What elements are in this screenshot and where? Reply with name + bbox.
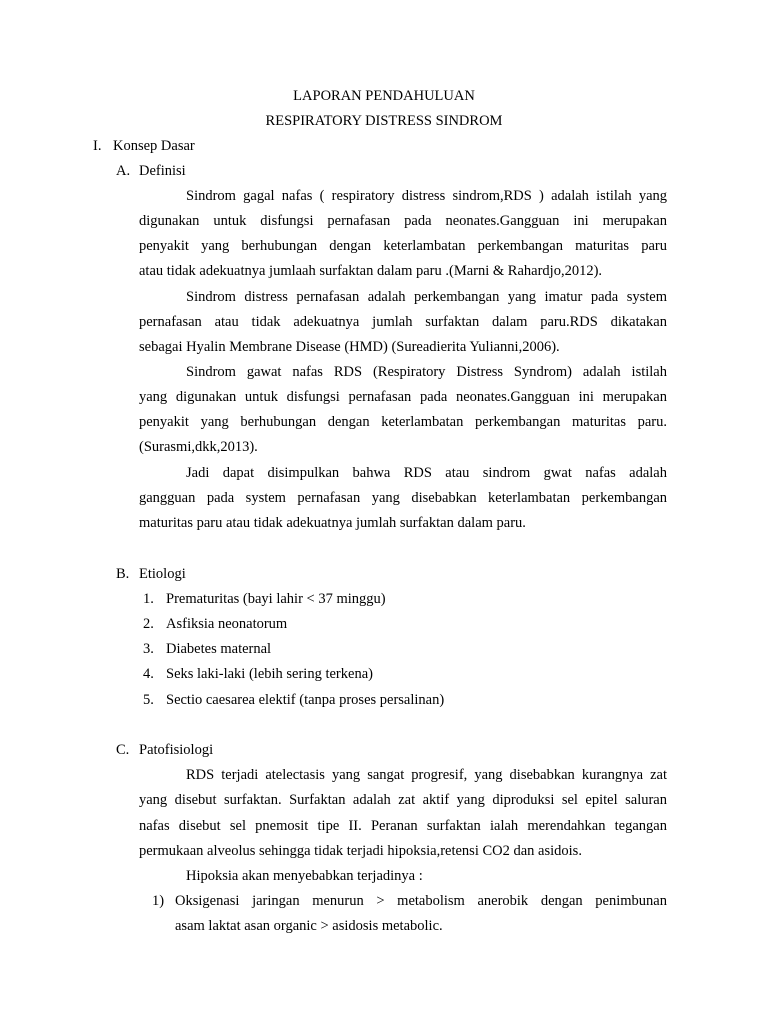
patofisiologi-p1-line-4: permukaan alveolus sehingga tidak terjadi hipoksia,retensi CO2 dan asidois. (139, 843, 582, 859)
patofisiologi-p1-line-2: yang disebut surfaktan. Surfaktan adalah zat aktif yang diproduksi sel epitel saluran (139, 792, 667, 808)
etiologi-item-text: Prematuritas (bayi lahir < 37 minggu) (166, 591, 386, 607)
definisi-p3-line-4: (Surasmi,dkk,2013). (139, 439, 258, 455)
subsection-letter-c: C. (116, 742, 130, 758)
definisi-p2-line-2: pernafasan atau tidak adekuatnya jumlah surfaktan dalam paru.RDS dikatakan (139, 314, 667, 330)
definisi-p4-line-1: Jadi dapat disimpulkan bahwa RDS atau sindrom gwat nafas adalah (186, 465, 667, 481)
etiologi-item-number: 1. (143, 591, 154, 607)
etiologi-item-text: Diabetes maternal (166, 641, 272, 657)
patofisiologi-list-line-1: Oksigenasi jaringan menurun > metabolism anerobik dengan penimbunan (175, 893, 667, 909)
etiologi-item-text: Sectio caesarea elektif (tanpa proses persalinan) (166, 692, 445, 708)
patofisiologi-p1-line-3: nafas disebut sel pnemosit tipe II. Peranan surfaktan ialah merendahkan tegangan (139, 818, 667, 834)
etiologi-item-text: Asfiksia neonatorum (166, 616, 288, 632)
patofisiologi-list-number: 1) (152, 893, 165, 909)
patofisiologi-p2: Hipoksia akan menyebabkan terjadinya : (186, 868, 423, 884)
definisi-p3-line-3: penyakit yang berhubungan dengan keterlambatan perkembangan maturitas paru. (139, 414, 667, 430)
definisi-p3-line-2: yang digunakan untuk disfungsi pernafasan pada neonates.Gangguan ini merupakan (139, 389, 667, 405)
definisi-p2-line-3: sebagai Hyalin Membrane Disease (HMD) (Sureadierita Yulianni,2006). (139, 339, 560, 355)
subsection-letter-b: B. (116, 566, 130, 582)
definisi-p1-line-4: atau tidak adekuatnya jumlaah surfaktan dalam paru .(Marni & Rahardjo,2012). (139, 263, 603, 279)
definisi-p1-line-2: digunakan untuk disfungsi pernafasan pada neonates.Gangguan ini merupakan (139, 213, 667, 229)
subsection-heading-etiologi: Etiologi (139, 566, 186, 582)
document-title: LAPORAN PENDAHULUAN (293, 88, 475, 104)
etiologi-item-number: 4. (143, 666, 154, 682)
definisi-p4-line-2: gangguan pada system pernafasan yang disebabkan keterlambatan perkembangan (139, 490, 667, 506)
definisi-p1-line-1: Sindrom gagal nafas ( respiratory distress sindrom,RDS ) adalah istilah yang (186, 188, 667, 204)
etiologi-item-number: 3. (143, 641, 154, 657)
etiologi-item-number: 2. (143, 616, 154, 632)
section-number: I. (93, 138, 102, 154)
document-subtitle: RESPIRATORY DISTRESS SINDROM (265, 113, 503, 129)
patofisiologi-p1-line-1: RDS terjadi atelectasis yang sangat progresif, yang disebabkan kurangnya zat (186, 767, 667, 783)
subsection-letter-a: A. (116, 163, 131, 179)
subsection-heading-definisi: Definisi (139, 163, 186, 179)
definisi-p1-line-3: penyakit yang berhubungan dengan keterlambatan perkembangan maturitas paru (139, 238, 667, 254)
etiologi-item-number: 5. (143, 692, 154, 708)
definisi-p3-line-1: Sindrom gawat nafas RDS (Respiratory Distress Syndrom) adalah istilah (186, 364, 667, 380)
subsection-heading-patofisiologi: Patofisiologi (139, 742, 214, 758)
section-heading: Konsep Dasar (113, 138, 195, 154)
definisi-p2-line-1: Sindrom distress pernafasan adalah perkembangan yang imatur pada system (186, 289, 667, 305)
definisi-p4-line-3: maturitas paru atau tidak adekuatnya jumlah surfaktan dalam paru. (139, 515, 526, 531)
patofisiologi-list-line-2: asam laktat asan organic > asidosis metabolic. (175, 918, 443, 934)
etiologi-item-text: Seks laki-laki (lebih sering terkena) (166, 666, 373, 682)
